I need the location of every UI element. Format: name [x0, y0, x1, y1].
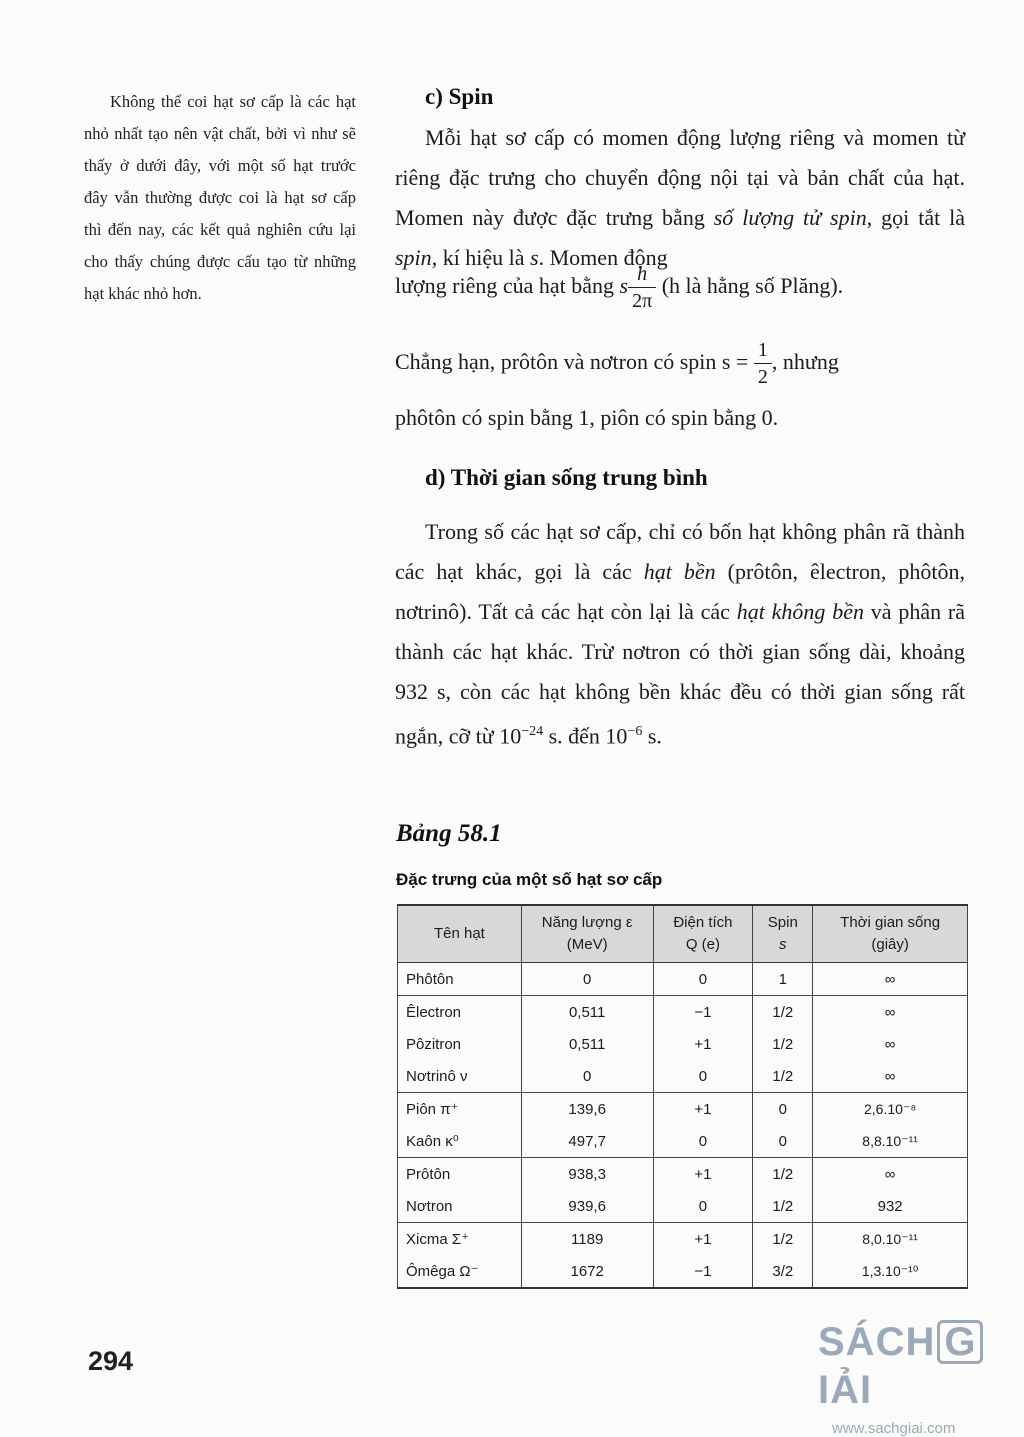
spin-heading: c) Spin	[425, 84, 494, 109]
table-row: Piôn π⁺ 139,6 +1 0 2,6.10⁻⁸	[398, 1093, 968, 1126]
watermark-logo: SÁCH GIẢI	[818, 1318, 1018, 1414]
table-row: Xicma Σ⁺ 1189 +1 1/2 8,0.10⁻¹¹	[398, 1223, 968, 1256]
watermark	[818, 1318, 1018, 1437]
table-row: Phôtôn 0 0 1 ∞	[398, 963, 968, 996]
table-header-row	[398, 905, 968, 963]
page-number: 294	[88, 1346, 134, 1376]
table-row: Nơtron 939,6 0 1/2 932	[398, 1190, 968, 1223]
spin-paragraph-2: lượng riêng của hạt bằng s $\frac{h}{2\pi}$ (h là hằng số Plăng).	[395, 263, 844, 313]
margin-note-text: Không thể coi hạt sơ cấp là các hạt nhỏ nhất tạo nên vật chất, bởi vì như sẽ thấy ở dưới đây, với một số hạt trước đây vẫn thường được coi là hạt sơ cấp thì đến nay, các kết quả nghiên cứu lại cho thấy chúng được cấu tạo từ những hạt khác nhỏ hơn.	[84, 92, 356, 303]
table-row: Nơtrinô ν 0 0 1/2 ∞	[398, 1060, 968, 1093]
header-name: Tên hạt	[398, 905, 522, 963]
watermark-url: www.sachgiai.com	[832, 1420, 956, 1437]
table-row: Ômêga Ω⁻ 1672 −1 3/2 1,3.10⁻¹⁰	[398, 1255, 968, 1288]
table-title: Bảng 58.1	[396, 820, 502, 847]
margin-note	[84, 86, 356, 310]
h-over-2pi-fraction: $\frac{h}{2\pi}$	[628, 261, 656, 314]
one-half-fraction: $\frac{1}{2}$	[754, 337, 772, 390]
table-row: Kaôn κ⁰ 497,7 0 0 8,8.10⁻¹¹	[398, 1125, 968, 1158]
spin-paragraph-4: phôtôn có spin bằng 1, piôn có spin bằng 0.	[395, 405, 779, 430]
header-energy: Năng lượng ε (MeV)	[521, 905, 653, 963]
header-lifetime: Thời gian sống (giây)	[813, 905, 968, 963]
particle-table	[397, 904, 968, 1289]
spin-paragraph-1: Mỗi hạt sơ cấp có momen động lượng riêng và momen từ riêng đặc trưng cho chuyển động nội tại và bản chất của hạt. Momen này được đặc trưng bằng số lượng tử spin, gọi tắt là spin, kí hiệu là s. Momen động	[395, 125, 965, 270]
table-row: Êlectron 0,511 −1 1/2 ∞	[398, 996, 968, 1029]
spin-paragraph-3: Chẳng hạn, prôtôn và nơtron có spin s = $\frac{1}{2}$ , nhưng	[395, 339, 839, 389]
lifetime-heading: d) Thời gian sống trung bình	[425, 465, 708, 490]
table-row: Prôtôn 938,3 +1 1/2 ∞	[398, 1158, 968, 1191]
table-caption: Đặc trưng của một số hạt sơ cấp	[396, 870, 663, 889]
table-row: Pôzitron 0,511 +1 1/2 ∞	[398, 1028, 968, 1060]
lifetime-paragraph: Trong số các hạt sơ cấp, chỉ có bốn hạt không phân rã thành các hạt khác, gọi là các hạt bền (prôtôn, êlectron, phôtôn, nơtrinô). Tất cả các hạt còn lại là các hạt không bền và phân rã thành các hạt khác. Trừ nơtron có thời gian sống dài, khoảng 932 s, còn các hạt không bền khác đều có thời gian sống rất ngắn, cỡ từ $10^{-24}$ s. đến $10^{-6}$ s.	[395, 519, 965, 749]
header-spin: Spin s	[753, 905, 813, 963]
header-charge: Điện tích Q (e)	[653, 905, 753, 963]
